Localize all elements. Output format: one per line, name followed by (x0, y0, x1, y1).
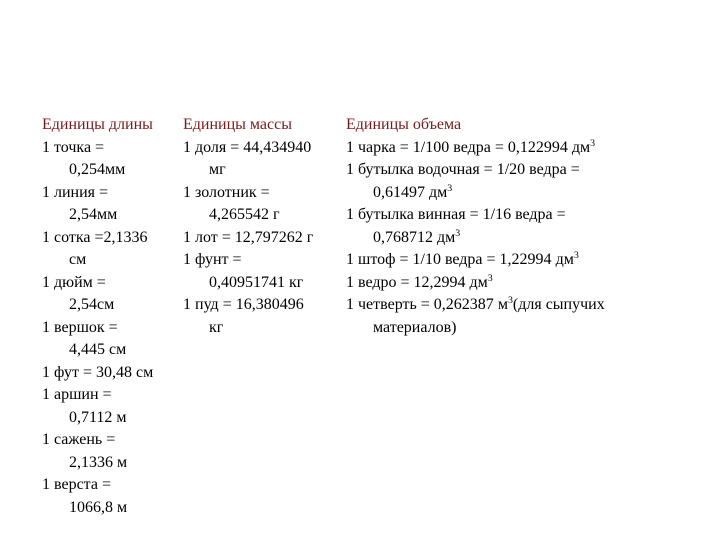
length-item-line1: 1 сажень = (42, 431, 116, 448)
length-item-line2: 0,254мм (69, 161, 126, 178)
volume-item-charka (346, 137, 716, 160)
length-item-line1: 1 фут = 30,48 см (42, 363, 154, 381)
volume-item-line2 (346, 227, 716, 250)
length-item-line1: 1 точка = (42, 138, 105, 156)
length-item-line2: 2,54мм (69, 206, 118, 223)
unit-dm: дм (437, 228, 456, 246)
cube-exponent: 3 (507, 295, 513, 307)
mass-item-line2: 4,265542 г (209, 206, 280, 223)
volume-item-shtof (346, 249, 716, 272)
unit-dm: дм (555, 251, 574, 268)
mass-item-line1: 1 фунт = (183, 251, 242, 268)
mass-item-line2: мг (209, 161, 226, 178)
volume-item-value: 0,768712 (373, 228, 433, 246)
length-item-line2: 2,1336 м (69, 453, 128, 471)
volume-item-tail: (для сыпучих (512, 296, 605, 313)
mass-item-line1: 1 золотник = (183, 183, 270, 201)
volume-item-line1: 1 бутылка винная = 1/16 ведра = (346, 206, 566, 223)
unit-m: м (497, 296, 508, 313)
volume-item-value: 0,61497 (373, 183, 425, 201)
length-item-line1: 1 вершок = (42, 318, 118, 336)
volume-item-chetvert (346, 294, 716, 317)
volume-item-text: 1 четверть = 0,262387 (346, 296, 494, 313)
cube-exponent: 3 (455, 227, 461, 239)
volume-item-vedro (346, 272, 716, 295)
length-units-column (42, 114, 182, 519)
volume-units-heading: Единицы объема (346, 116, 462, 133)
volume-item-text: 1 чарка = 1/100 ведра = 0,122994 (346, 138, 568, 156)
length-item-line1: 1 аршин = (42, 386, 112, 403)
mass-units-heading: Единицы массы (183, 116, 292, 133)
volume-units-column (346, 114, 716, 339)
cube-exponent: 3 (487, 272, 493, 284)
cube-exponent: 3 (447, 182, 453, 194)
volume-item-line2: материалов) (373, 318, 457, 336)
length-item-line2: 0,7112 м (69, 408, 127, 426)
mass-item-line2: кг (209, 318, 224, 336)
length-item-line2: 1066,8 м (69, 498, 128, 516)
volume-item-text: 1 штоф = 1/10 ведра = 1,22994 (346, 251, 552, 268)
length-item-line1: 1 верста = (42, 476, 111, 493)
unit-dm: дм (469, 273, 488, 291)
mass-item-line1: 1 лот = 12,797262 г (183, 228, 314, 246)
volume-item-text: 1 ведро = 12,2994 (346, 273, 466, 291)
cube-exponent: 3 (590, 137, 596, 149)
unit-dm: дм (429, 183, 448, 201)
mass-item-line2: 0,40951741 кг (209, 273, 304, 291)
volume-item-line2 (346, 182, 716, 205)
length-item-line2: 2,54см (69, 296, 115, 313)
mass-item-line1: 1 доля = 44,434940 (183, 138, 312, 156)
length-item-line2: 4,445 см (69, 341, 127, 358)
mass-units-column (183, 114, 343, 339)
length-item-line1: 1 дюйм = (42, 273, 106, 291)
cube-exponent: 3 (573, 250, 579, 262)
mass-item-line1: 1 пуд = 16,380496 (183, 296, 304, 313)
length-item-line1: 1 линия = (42, 183, 109, 201)
length-item-line1: 1 сотка =2,1336 (42, 228, 148, 246)
length-units-heading: Единицы длины (42, 116, 153, 133)
volume-item-line1: 1 бутылка водочная = 1/20 ведра = (346, 161, 580, 178)
unit-dm: дм (571, 138, 591, 156)
length-item-line2: см (69, 251, 87, 268)
